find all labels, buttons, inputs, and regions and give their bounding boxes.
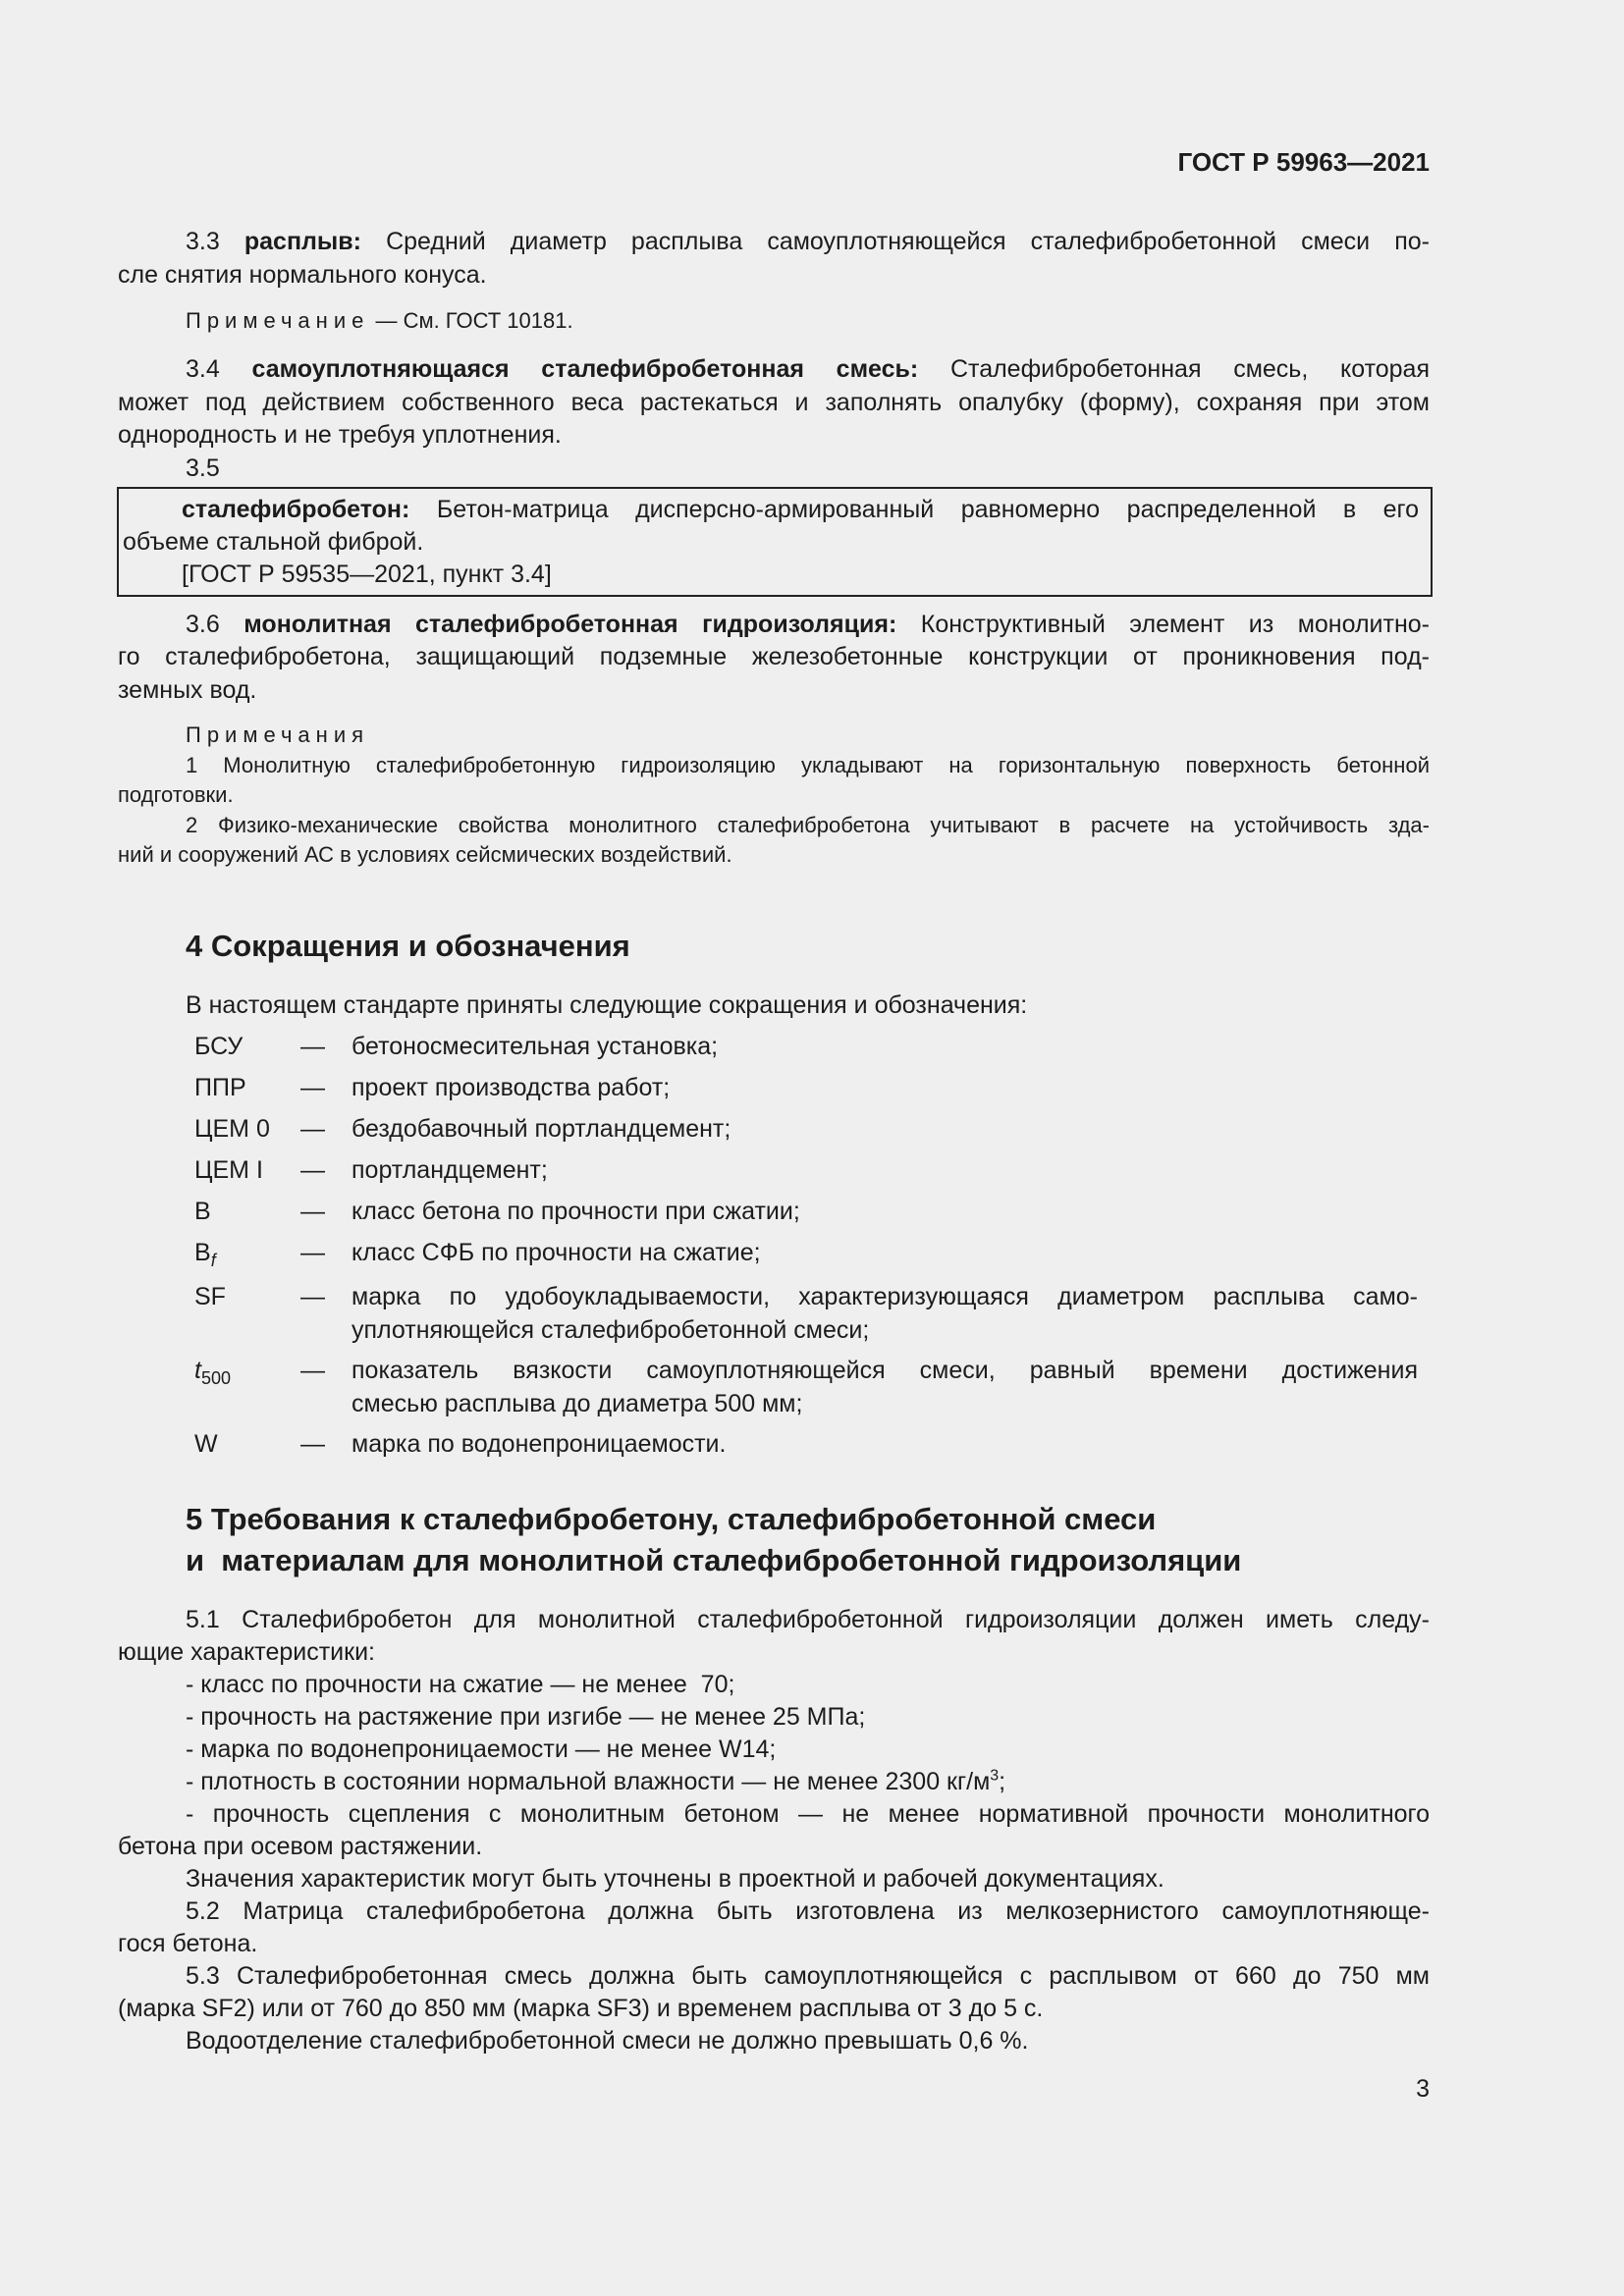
note-3-3: Примечание — См. ГОСТ 10181. (186, 308, 573, 333)
note-3-6-1-line2: подготовки. (118, 782, 234, 807)
note-label: Примечание (186, 308, 370, 333)
clause-5-2-line2: гося бетона. (118, 1930, 258, 1957)
page-number: 3 (1416, 2075, 1430, 2103)
note-3-6-2-line1: 2 Физико-механические свойства монолитного сталефибробетона учитывают в расчете на устойчивость зда- (186, 813, 1430, 837)
definition-3-6-line1: 3.6 монолитная сталефибробетонная гидроизоляция: Конструктивный элемент из монолитно- (186, 611, 1431, 638)
clarification-paragraph: Значения характеристик могут быть уточнены в проектной и рабочей документациях. (186, 1865, 1164, 1893)
requirement-list-item-line1: - прочность сцепления с монолитным бетоном — не менее нормативной прочности монолитного (186, 1800, 1430, 1828)
notes-3-6-label: Примечания (186, 722, 370, 747)
definition-3-3-line1: 3.3 расплыв: Средний диаметр расплыва самоуплотняющейся сталефибробетонной смеси по- (186, 228, 1430, 255)
requirement-list-item: - класс по прочности на сжатие — не менее 70; (186, 1671, 735, 1698)
definition-3-3-line2: сле снятия нормального конуса. (118, 261, 487, 289)
definition-3-6-line3: земных вод. (118, 676, 257, 704)
clause-5-3-line1: 5.3 Сталефибробетонная смесь должна быть самоуплотняющейся с расплывом от 660 до 750 мм (186, 1962, 1430, 1990)
section-4-heading: 4 Сокращения и обозначения (186, 929, 630, 963)
clause-5-1-line2: ющие характеристики: (118, 1638, 375, 1666)
document-page: ГОСТ Р 59963—2021 3.3 расплыв: Средний диаметр расплыва самоуплотняющейся сталефибробетонной смеси по- сле снятия нормального конуса. Примечание — См. ГОСТ 10181. 3.4 самоуплотняющаяся сталефибробетонная смесь: Сталефибробетонная смесь, которая может под действием собственного веса растекаться и заполнять опалубку (форму), сохраняя при этом однородность и не требуя уплотнения. 3.5 сталефибробетон: Бетон-матрица дисперсно-армированный равномерно распределенной в его объеме стальной фиброй. [ГОСТ Р 59535—2021, пункт 3.4] 3.6 монолитная сталефибробетонная гидроизоляция: Конструктивный элемент из монолитно- го сталефибробетона, защищающий подземные железобетонные конструкции от проникновения под- земных вод. Примечания 1 Монолитную сталефибробетонную гидроизоляцию укладывают на горизонтальную поверхность бетонной подготовки. 2 Физико-механические свойства монолитного сталефибробетона учитывают в расчете на устойчивость зда- ний и сооружений АС в условиях сейсмических воздействий. 4 Сокращения и обозначения В настоящем стандарте приняты следующие сокращения и обозначения: БСУ — бетоносмесительная установка; ППР — проект производства работ; ЦЕМ 0 — бездобавочный портландцемент; ЦЕМ I — портландцемент; B — класс бетона по прочности при сжатии; $B_f$ — класс СФБ по прочности на сжатие; SF — марка по удобоукладываемости, характеризующаяся диаметром расплыва само- уплотняющейся сталефибробетонной смеси; $t_{500}$ — показатель вязкости самоуплотняющейся смеси, равный времени достижения смесью расплыва до диаметра 500 мм; W — марка по водонепроницаемости. 5 Требования к сталефибробетону, сталефибробетонной смеси и материалам для монолитной сталефибробетонной гидроизоляции 5.1 Сталефибробетон для монолитной сталефибробетонной гидроизоляции должен иметь следу- ющие характеристики: - класс по прочности на сжатие — не менее 70; - прочность на растяжение при изгибе — не менее 25 МПа; - марка по водонепроницаемости — не менее W14; - плотность в состоянии нормальной влажности — не менее 2300 $кг/м^3$; - прочность сцепления с монолитным бетоном — не менее нормативной прочности монолитного бетона при осевом растяжении. Значения характеристик могут быть уточнены в проектной и рабочей документациях. 5.2 Матрица сталефибробетона должна быть изготовлена из мелкозернистого самоуплотняюще- гося бетона. 5.3 Сталефибробетонная смесь должна быть самоуплотняющейся с расплывом от 660 до 750 мм (марка SF2) или от 760 до 850 мм (марка SF3) и временем расплыва от 3 до 5 с. Водоотделение сталефибробетонной смеси не должно превышать 0,6 %. 3 (0, 0, 1624, 2296)
note-3-6-1-line1: 1 Монолитную сталефибробетонную гидроизоляцию укладывают на горизонтальную поверхность бетонной (186, 753, 1430, 777)
definition-3-4-line2: может под действием собственного веса растекаться и заполнять опалубку (форму), сохраняя при этом (118, 389, 1430, 416)
abbreviation-item: $t_{500}$ — показатель вязкости самоуплотняющейся смеси, равный времени достижения смесью расплыва до диаметра 500 мм; (194, 1357, 1418, 1417)
section-4-intro: В настоящем стандарте приняты следующие сокращения и обозначения: (186, 991, 1028, 1019)
note-3-6-2-line2: ний и сооружений АС в условиях сейсмических воздействий. (118, 842, 732, 867)
clause-5-2-line1: 5.2 Матрица сталефибробетона должна быть изготовлена из мелкозернистого самоуплотняюще- (186, 1897, 1430, 1925)
requirement-list-item: - прочность на растяжение при изгибе — не менее 25 МПа; (186, 1703, 866, 1731)
section-5-heading-line2: и материалам для монолитной сталефибробетонной гидроизоляции (186, 1543, 1242, 1577)
section-5-heading-line1: 5 Требования к сталефибробетону, сталефибробетонной смеси (186, 1502, 1157, 1536)
definition-3-5-line2: объеме стальной фиброй. (123, 528, 424, 556)
definition-3-4-line3: однородность и не требуя уплотнения. (118, 421, 562, 449)
abbreviation-item: SF — марка по удобоукладываемости, характеризующаяся диаметром расплыва само- уплотняющейся сталефибробетонной смеси; (194, 1283, 1418, 1344)
clause-5-3-line2: (марка SF2) или от 760 до 850 мм (марка SF3) и временем расплыва от 3 до 5 с. (118, 1995, 1044, 2022)
definition-3-4-line1: 3.4 самоуплотняющаяся сталефибробетонная смесь: Сталефибробетонная смесь, которая (186, 355, 1430, 383)
definition-3-6-line2: го сталефибробетона, защищающий подземные железобетонные конструкции от проникновения под- (118, 643, 1430, 670)
requirement-list-item-line2: бетона при осевом растяжении. (118, 1833, 483, 1860)
definition-3-5-number: 3.5 (186, 454, 220, 482)
definition-3-5-line1: сталефибробетон: Бетон-матрица дисперсно-армированный равномерно распределенной в его (182, 496, 1419, 523)
requirement-list-item: - плотность в состоянии нормальной влажности — не менее 2300 $кг/м^3$; (186, 1767, 1006, 1795)
water-separation-paragraph: Водоотделение сталефибробетонной смеси не должно превышать 0,6 %. (186, 2027, 1029, 2055)
clause-5-1-line1: 5.1 Сталефибробетон для монолитной сталефибробетонной гидроизоляции должен иметь следу- (186, 1606, 1430, 1633)
requirement-list-item: - марка по водонепроницаемости — не менее W14; (186, 1735, 777, 1763)
definition-3-5-reference: [ГОСТ Р 59535—2021, пункт 3.4] (182, 561, 552, 588)
document-id: ГОСТ Р 59963—2021 (1177, 147, 1430, 177)
